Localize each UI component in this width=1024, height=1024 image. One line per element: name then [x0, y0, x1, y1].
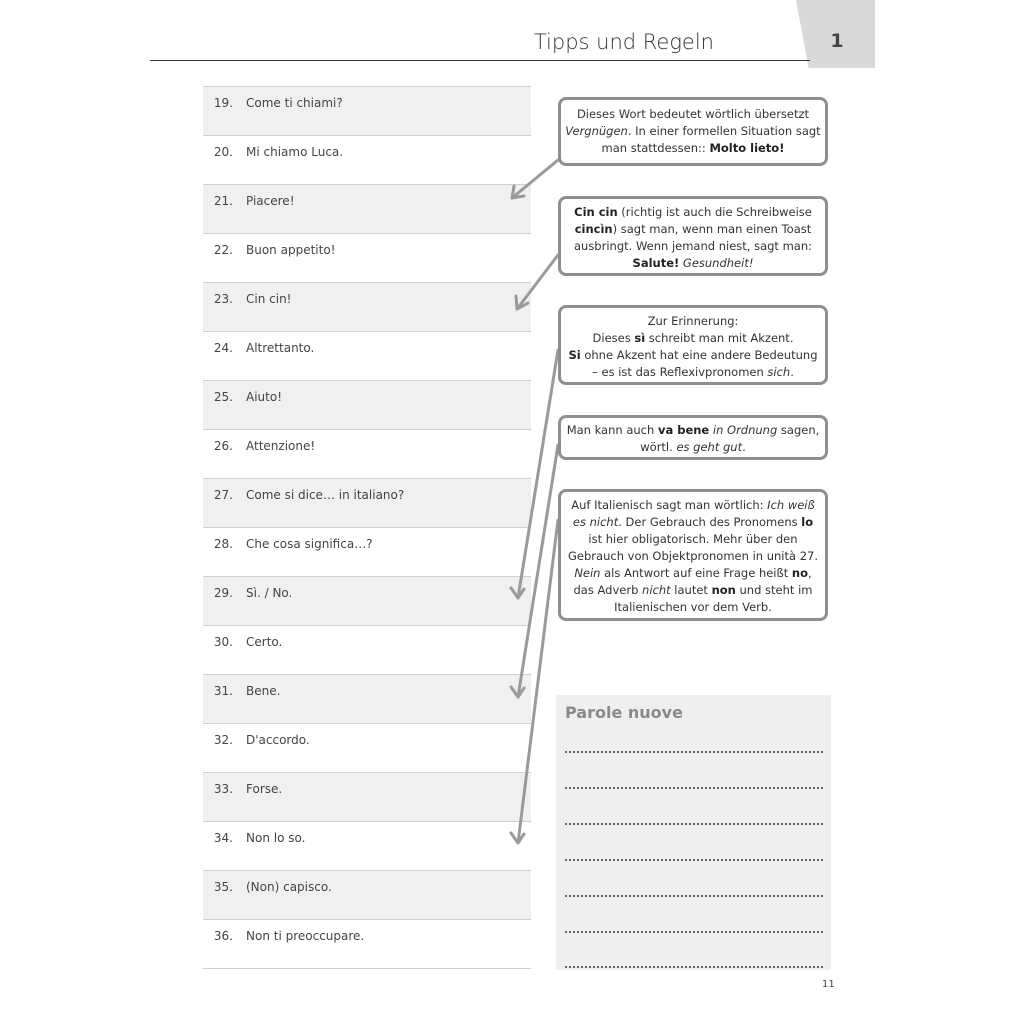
table-row — [203, 429, 531, 478]
tip-italic: Gesundheit! — [679, 256, 754, 270]
vocab-box — [556, 695, 831, 970]
tip-text: Dieses Wort bedeutet wörtlich übersetzt — [576, 107, 810, 121]
table-row — [203, 723, 531, 772]
tip-italic: Nein — [574, 566, 601, 580]
row-phrase: Che cosa significa…? — [246, 537, 373, 551]
tip-box-si — [558, 305, 828, 385]
table-row — [203, 870, 531, 919]
tip-box-bene — [558, 415, 828, 460]
tip-text: . In einer formellen Situation sagt man stattdessen:: — [601, 124, 821, 155]
row-phrase: Non ti preoccupare. — [246, 929, 365, 943]
phrase-table — [203, 86, 531, 969]
tip-box-piacere — [558, 97, 828, 166]
row-number: 26. — [213, 439, 233, 453]
tip-bold: Molto lieto! — [709, 141, 785, 155]
table-row — [203, 527, 531, 576]
tip-bold: cincìn — [574, 222, 613, 236]
row-number: 34. — [213, 831, 233, 845]
row-number: 20. — [213, 145, 233, 159]
writing-line[interactable] — [565, 751, 823, 753]
row-phrase: Buon appetito! — [246, 243, 336, 257]
tip-text: Zur Erinnerung: — [647, 314, 739, 328]
table-row — [203, 625, 531, 674]
tip-text: Dieses — [592, 331, 635, 345]
row-number: 21. — [213, 194, 233, 208]
table-row — [203, 821, 531, 870]
row-phrase: Certo. — [246, 635, 283, 649]
writing-line[interactable] — [565, 895, 823, 897]
table-row — [203, 674, 531, 723]
row-phrase: Forse. — [246, 782, 283, 796]
tip-box-cincin — [558, 196, 828, 276]
header-divider — [150, 60, 810, 61]
tip-bold: sì — [634, 331, 646, 345]
row-number: 33. — [213, 782, 233, 796]
row-phrase: Mi chiamo Luca. — [246, 145, 344, 159]
tip-text: als Antwort auf eine Frage heißt — [600, 566, 792, 580]
tip-italic: Vergnügen — [565, 124, 628, 138]
tip-text: ist hier obligatorisch. Mehr über den Gebrauch von Objektpronomen in unità 27. — [568, 532, 818, 563]
tip-text: sagen, wörtl. — [640, 423, 820, 454]
row-phrase: Attenzione! — [246, 439, 316, 453]
tip-box-nonloso — [558, 489, 828, 621]
tip-bold: Cin cin — [574, 205, 618, 219]
table-row — [203, 380, 531, 429]
tip-bold: va bene — [657, 423, 710, 437]
tip-text: Man kann auch — [566, 423, 658, 437]
tip-italic: es geht gut — [676, 440, 743, 454]
row-phrase: Non lo so. — [246, 831, 306, 845]
tip-text: ) sagt man, wenn man einen Toast ausbringt. Wenn jemand niest, sagt man: — [573, 222, 812, 253]
tip-text: , das Adverb — [573, 566, 812, 597]
table-row — [203, 919, 531, 969]
row-number: 24. — [213, 341, 233, 355]
page-title: Tipps und Regeln — [533, 30, 714, 54]
tip-text: . Der Gebrauch des Pronomens — [618, 515, 802, 529]
tip-bold: Si — [568, 348, 581, 362]
tip-text: . — [742, 440, 746, 454]
row-phrase: Bene. — [246, 684, 281, 698]
row-number: 19. — [213, 96, 233, 110]
row-phrase: Piacere! — [246, 194, 295, 208]
table-row — [203, 772, 531, 821]
writing-line[interactable] — [565, 859, 823, 861]
tip-text: lautet — [670, 583, 712, 597]
tip-bold: lo — [801, 515, 814, 529]
writing-line[interactable] — [565, 966, 823, 968]
row-number: 22. — [213, 243, 233, 257]
row-number: 35. — [213, 880, 233, 894]
table-row — [203, 331, 531, 380]
row-number: 31. — [213, 684, 233, 698]
row-phrase: Come si dice… in italiano? — [246, 488, 405, 502]
table-row — [203, 86, 531, 135]
row-phrase: Aiuto! — [246, 390, 283, 404]
tip-text: (richtig ist auch die Schreibweise — [617, 205, 812, 219]
writing-line[interactable] — [565, 787, 823, 789]
table-row — [203, 233, 531, 282]
table-row — [203, 282, 531, 331]
row-phrase: D'accordo. — [246, 733, 310, 747]
row-phrase: Cin cin! — [246, 292, 292, 306]
tip-bold: non — [711, 583, 736, 597]
writing-line[interactable] — [565, 931, 823, 933]
tip-text: und steht im Italienischen vor dem Verb. — [614, 583, 813, 614]
row-number: 30. — [213, 635, 233, 649]
chapter-number: 1 — [830, 30, 844, 52]
row-number: 36. — [213, 929, 233, 943]
table-row — [203, 135, 531, 184]
row-number: 27. — [213, 488, 233, 502]
row-number: 29. — [213, 586, 233, 600]
row-phrase: Altrettanto. — [246, 341, 315, 355]
row-phrase: Sì. / No. — [246, 586, 293, 600]
row-number: 23. — [213, 292, 233, 306]
row-number: 32. — [213, 733, 233, 747]
tip-italic: nicht — [642, 583, 671, 597]
tip-text: Auf Italienisch sagt man wörtlich: — [571, 498, 768, 512]
table-row — [203, 576, 531, 625]
tip-bold: Salute! — [632, 256, 680, 270]
table-row — [203, 184, 531, 233]
tip-text: ohne Akzent hat eine andere Bedeutung – es ist das Reflexivpronomen — [580, 348, 818, 379]
page-number: 11 — [822, 979, 835, 990]
row-phrase: (Non) capisco. — [246, 880, 332, 894]
row-number: 28. — [213, 537, 233, 551]
tip-text: . — [790, 365, 794, 379]
tip-italic: sich — [767, 365, 791, 379]
writing-line[interactable] — [565, 823, 823, 825]
tip-italic: Ich weiß es nicht — [572, 498, 815, 529]
tip-bold: no — [791, 566, 809, 580]
tip-italic: in Ordnung — [709, 423, 778, 437]
tip-text: schreibt man mit Akzent. — [645, 331, 794, 345]
row-phrase: Come ti chiami? — [246, 96, 343, 110]
row-number: 25. — [213, 390, 233, 404]
table-row — [203, 478, 531, 527]
vocab-title: Parole nuove — [565, 703, 683, 722]
